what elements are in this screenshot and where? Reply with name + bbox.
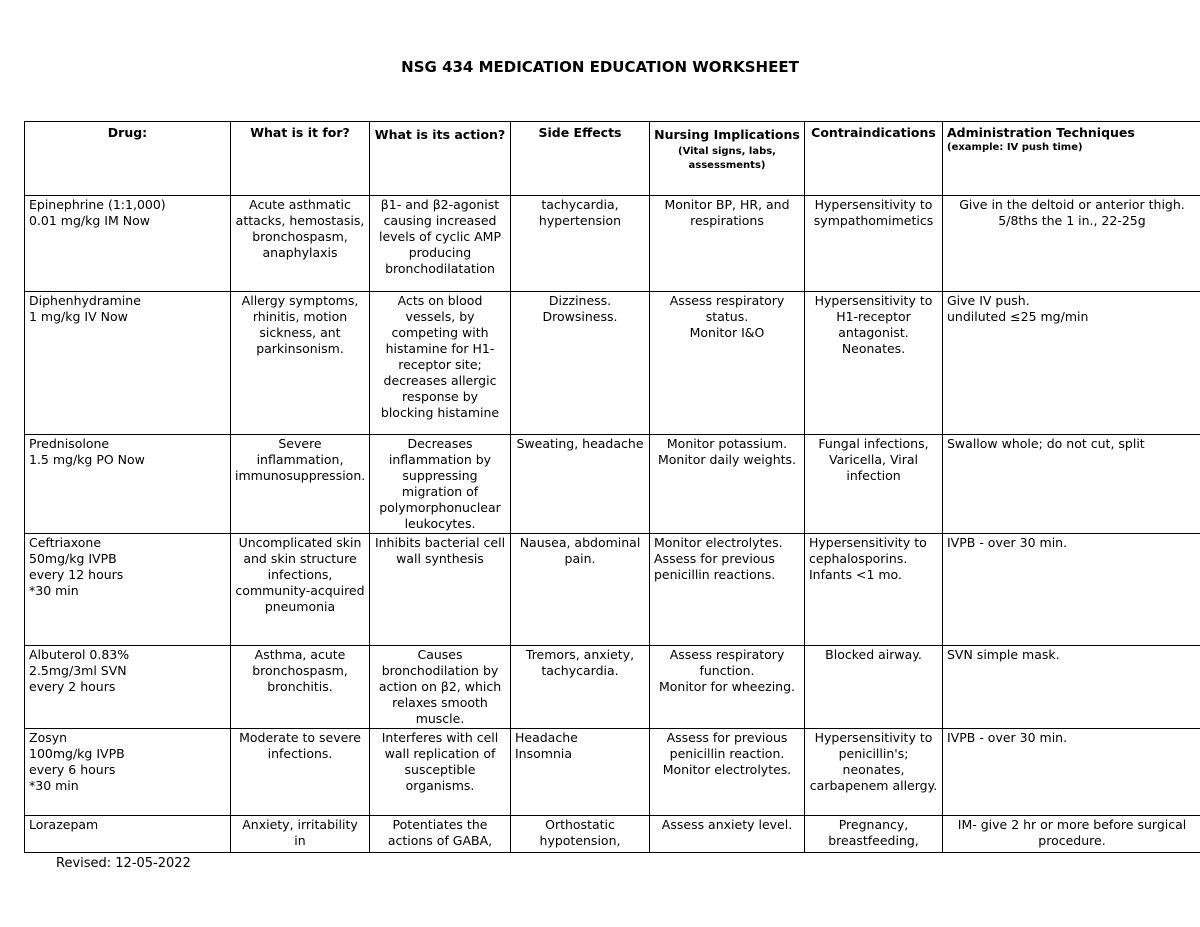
cell-side-effects-line: Nausea, abdominal pain. xyxy=(519,535,641,566)
cell-action: Acts on blood vessels, by competing with histamine for H1-receptor site; decreases allergic response by blocking histamine xyxy=(370,292,511,435)
cell-administration-line: IVPB - over 30 min. xyxy=(947,535,1068,550)
cell-administration-line: undiluted ≤25 mg/min xyxy=(947,309,1089,324)
cell-nursing-line: Monitor electrolytes. xyxy=(662,762,792,777)
cell-nursing-line: Monitor daily weights. xyxy=(657,452,797,467)
drug-line: Epinephrine (1:1,000) xyxy=(29,197,166,212)
cell-drug xyxy=(25,816,231,853)
revised-date: Revised: 12-05-2022 xyxy=(56,856,191,871)
cell-nursing xyxy=(650,646,805,729)
header-admin-sub: (example: IV push time) xyxy=(947,142,1083,153)
cell-administration xyxy=(943,196,1200,292)
cell-contraindications xyxy=(805,646,943,729)
cell-contraindications xyxy=(805,196,943,292)
cell-side-effects-line: Dizziness. xyxy=(548,293,612,308)
cell-contraindications-line: Neonates. xyxy=(841,341,906,356)
drug-line: 50mg/kg IVPB xyxy=(29,551,117,566)
cell-side-effects xyxy=(511,196,650,292)
cell-administration-line: Swallow whole; do not cut, split xyxy=(947,436,1145,451)
cell-administration-line: Give IV push. xyxy=(947,293,1030,308)
drug-line: 1.5 mg/kg PO Now xyxy=(29,452,145,467)
drug-line: Diphenhydramine xyxy=(29,293,141,308)
cell-nursing-line: Monitor BP, HR, and respirations xyxy=(664,197,790,228)
cell-drug xyxy=(25,534,231,646)
drug-line: 1 mg/kg IV Now xyxy=(29,309,128,324)
cell-nursing xyxy=(650,435,805,534)
drug-line: every 2 hours xyxy=(29,679,116,694)
cell-administration-line: IM- give 2 hr or more before surgical procedure. xyxy=(957,817,1187,848)
cell-indication: Asthma, acute bronchospasm, bronchitis. xyxy=(231,646,370,729)
cell-drug xyxy=(25,435,231,534)
table-row xyxy=(25,292,1200,435)
cell-administration xyxy=(943,729,1200,816)
cell-action: Interferes with cell wall replication of susceptible organisms. xyxy=(370,729,511,816)
header-admin-title: Administration Techniques xyxy=(947,125,1135,140)
cell-nursing-line: Monitor electrolytes. xyxy=(654,535,783,550)
cell-side-effects-line: Orthostatic hypotension, xyxy=(539,817,621,848)
drug-line: Ceftriaxone xyxy=(29,535,102,550)
cell-nursing-line: Assess anxiety level. xyxy=(661,817,793,832)
cell-side-effects xyxy=(511,646,650,729)
drug-line: 100mg/kg IVPB xyxy=(29,746,125,761)
drug-line: Albuterol 0.83% xyxy=(29,647,130,662)
cell-contraindications xyxy=(805,729,943,816)
cell-side-effects xyxy=(511,534,650,646)
cell-contraindications-line: Hypersensitivity to sympathomimetics xyxy=(813,197,934,228)
cell-nursing xyxy=(650,729,805,816)
cell-side-effects-line: Drowsiness. xyxy=(542,309,618,324)
cell-action: Potentiates the actions of GABA, xyxy=(370,816,511,853)
header-nursing-title: Nursing Implications xyxy=(654,127,800,142)
cell-administration xyxy=(943,534,1200,646)
cell-contraindications-line: Hypersensitivity to H1-receptor antagonist. xyxy=(814,293,933,340)
table-row xyxy=(25,729,1200,816)
medication-table xyxy=(24,121,1200,853)
header-contraindications: Contraindications xyxy=(805,122,943,196)
drug-line: 0.01 mg/kg IM Now xyxy=(29,213,150,228)
cell-indication: Allergy symptoms, rhinitis, motion sickness, ant parkinsonism. xyxy=(231,292,370,435)
cell-side-effects-line: Insomnia xyxy=(515,746,573,761)
cell-nursing-line: Assess respiratory function. xyxy=(669,647,785,678)
header-row xyxy=(25,122,1200,196)
table-row xyxy=(25,534,1200,646)
cell-action: β1- and β2-agonist causing increased levels of cyclic AMP producing bronchodilatation xyxy=(370,196,511,292)
cell-administration-line: SVN simple mask. xyxy=(947,647,1060,662)
page-title: NSG 434 MEDICATION EDUCATION WORKSHEET xyxy=(401,58,799,76)
cell-contraindications-line: Infants <1 mo. xyxy=(809,567,902,582)
cell-nursing-line: Monitor I&O xyxy=(689,325,765,340)
cell-nursing-line: Assess for previous penicillin reactions. xyxy=(654,551,776,582)
cell-contraindications-line: Hypersensitivity to cephalosporins. xyxy=(809,535,927,566)
cell-administration-line: Give in the deltoid or anterior thigh. xyxy=(959,197,1185,212)
cell-action: Causes bronchodilation by action on β2, which relaxes smooth muscle. xyxy=(370,646,511,729)
cell-nursing xyxy=(650,816,805,853)
drug-line: every 12 hours xyxy=(29,567,124,582)
header-nursing xyxy=(650,122,805,196)
cell-administration xyxy=(943,292,1200,435)
cell-action: Inhibits bacterial cell wall synthesis xyxy=(370,534,511,646)
cell-contraindications-line: Blocked airway. xyxy=(825,647,922,662)
header-drug: Drug: xyxy=(25,122,231,196)
cell-administration-line: IVPB - over 30 min. xyxy=(947,730,1068,745)
cell-administration xyxy=(943,816,1200,853)
cell-nursing-line: Assess for previous penicillin reaction. xyxy=(666,730,788,761)
drug-line: Lorazepam xyxy=(29,817,99,832)
cell-indication: Acute asthmatic attacks, hemostasis, bronchospasm, anaphylaxis xyxy=(231,196,370,292)
cell-contraindications-line: Pregnancy, breastfeeding, xyxy=(828,817,919,848)
cell-side-effects xyxy=(511,292,650,435)
cell-contraindications xyxy=(805,292,943,435)
table-row xyxy=(25,646,1200,729)
cell-contraindications xyxy=(805,435,943,534)
cell-side-effects xyxy=(511,729,650,816)
cell-side-effects-line: Sweating, headache xyxy=(516,436,644,451)
header-what-for: What is it for? xyxy=(231,122,370,196)
cell-contraindications-line: Hypersensitivity to penicillin's; neonates, carbapenem allergy. xyxy=(809,730,938,793)
cell-indication: Moderate to severe infections. xyxy=(231,729,370,816)
table-row xyxy=(25,196,1200,292)
drug-line: Prednisolone xyxy=(29,436,110,451)
cell-contraindications-line: Fungal infections, Varicella, Viral infection xyxy=(818,436,929,483)
cell-action: Decreases inflammation by suppressing migration of polymorphonuclear leukocytes. xyxy=(370,435,511,534)
cell-side-effects xyxy=(511,435,650,534)
cell-nursing xyxy=(650,196,805,292)
cell-nursing-line: Monitor potassium. xyxy=(666,436,788,451)
cell-side-effects-line: Tremors, anxiety, tachycardia. xyxy=(525,647,635,678)
table-row xyxy=(25,435,1200,534)
cell-drug xyxy=(25,729,231,816)
cell-administration xyxy=(943,435,1200,534)
cell-administration xyxy=(943,646,1200,729)
header-action: What is its action? xyxy=(370,122,511,196)
cell-drug xyxy=(25,646,231,729)
drug-line: *30 min xyxy=(29,583,79,598)
cell-nursing xyxy=(650,292,805,435)
drug-line: *30 min xyxy=(29,778,79,793)
cell-drug xyxy=(25,196,231,292)
cell-contraindications xyxy=(805,816,943,853)
cell-contraindications xyxy=(805,534,943,646)
cell-indication: Severe inflammation, immunosuppression. xyxy=(231,435,370,534)
cell-drug xyxy=(25,292,231,435)
cell-nursing xyxy=(650,534,805,646)
table-row xyxy=(25,816,1200,853)
cell-administration-line: 5/8ths the 1 in., 22-25g xyxy=(998,213,1146,228)
cell-nursing-line: Assess respiratory status. xyxy=(669,293,785,324)
header-side-effects: Side Effects xyxy=(511,122,650,196)
cell-indication: Uncomplicated skin and skin structure infections, community-acquired pneumonia xyxy=(231,534,370,646)
cell-nursing-line: Monitor for wheezing. xyxy=(658,679,796,694)
header-administration xyxy=(943,122,1200,196)
drug-line: 2.5mg/3ml SVN xyxy=(29,663,127,678)
cell-indication: Anxiety, irritability in xyxy=(231,816,370,853)
drug-line: every 6 hours xyxy=(29,762,116,777)
header-nursing-sub: (Vital signs, labs, assessments) xyxy=(678,146,776,171)
cell-side-effects xyxy=(511,816,650,853)
drug-line: Zosyn xyxy=(29,730,68,745)
cell-side-effects-line: tachycardia, hypertension xyxy=(538,197,622,228)
cell-side-effects-line: Headache xyxy=(515,730,578,745)
